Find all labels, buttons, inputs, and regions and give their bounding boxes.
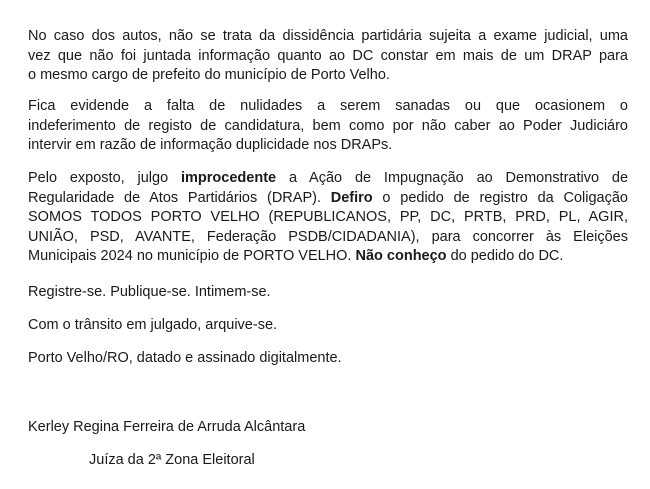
decision-text: Regularidade de Atos Partidários (DRAP). (28, 189, 331, 206)
decision-text: Municipais 2024 no município de PORTO VELHO. (28, 248, 356, 264)
text-line: vez que não foi juntada informação quanto ao DC constar em mais de um DRAP para (28, 47, 628, 64)
text-line: indeferimento de registo de candidatura, bem como por não caber ao Poder Judiciáro (28, 117, 628, 134)
paragraph-dissidence (28, 27, 628, 86)
signature-role: Juíza da 2ª Zona Eleitoral (89, 452, 255, 468)
decision-text: Pelo exposto, julgo (28, 170, 182, 186)
text-line: Registre-se. Publique-se. Intimem-se. (28, 284, 271, 300)
text-line: o mesmo cargo de prefeito do município de Porto Velho. (28, 67, 390, 83)
text-line: Porto Velho/RO, datado e assinado digitalmente. (28, 350, 342, 366)
text-line: No caso dos autos, não se trata da dissidência partidária sujeita a exame judicial, uma (28, 28, 628, 44)
signature-name: Kerley Regina Ferreira de Arruda Alcântara (28, 419, 306, 435)
paragraph-place-date (28, 349, 628, 369)
defiro-bold: Defiro (330, 189, 373, 206)
paragraph-nullities (28, 97, 628, 156)
paragraph-decision (28, 169, 628, 267)
paragraph-archive (28, 316, 628, 336)
text-line: SOMOS TODOS PORTO VELHO (REPUBLICANOS, PP, DC, PRTB, PRD, PL, AGIR, (28, 209, 628, 225)
text-line: UNIÃO, PSD, AVANTE, Federação PSDB/CIDADANIA), para concorrer às Eleições (28, 228, 628, 245)
decision-text: o pedido de registro da Coligação (372, 189, 628, 206)
text-line: intervir em razão de informação duplicidade nos DRAPs. (28, 137, 393, 153)
text-line (28, 189, 628, 209)
text-line: Com o trânsito em julgado, arquive-se. (28, 317, 278, 333)
paragraph-register (28, 283, 628, 303)
nao-conheco-bold: Não conheço (355, 248, 447, 264)
text-line (28, 169, 628, 189)
improcedente-bold: improcedente (181, 170, 277, 186)
text-line: Fica evidende a falta de nulidades a serem sanadas ou que ocasionem o (28, 98, 628, 114)
decision-text: a Ação de Impugnação ao Demonstrativo de (276, 170, 629, 186)
text-line (28, 247, 628, 267)
decision-text: do pedido do DC. (446, 248, 564, 264)
